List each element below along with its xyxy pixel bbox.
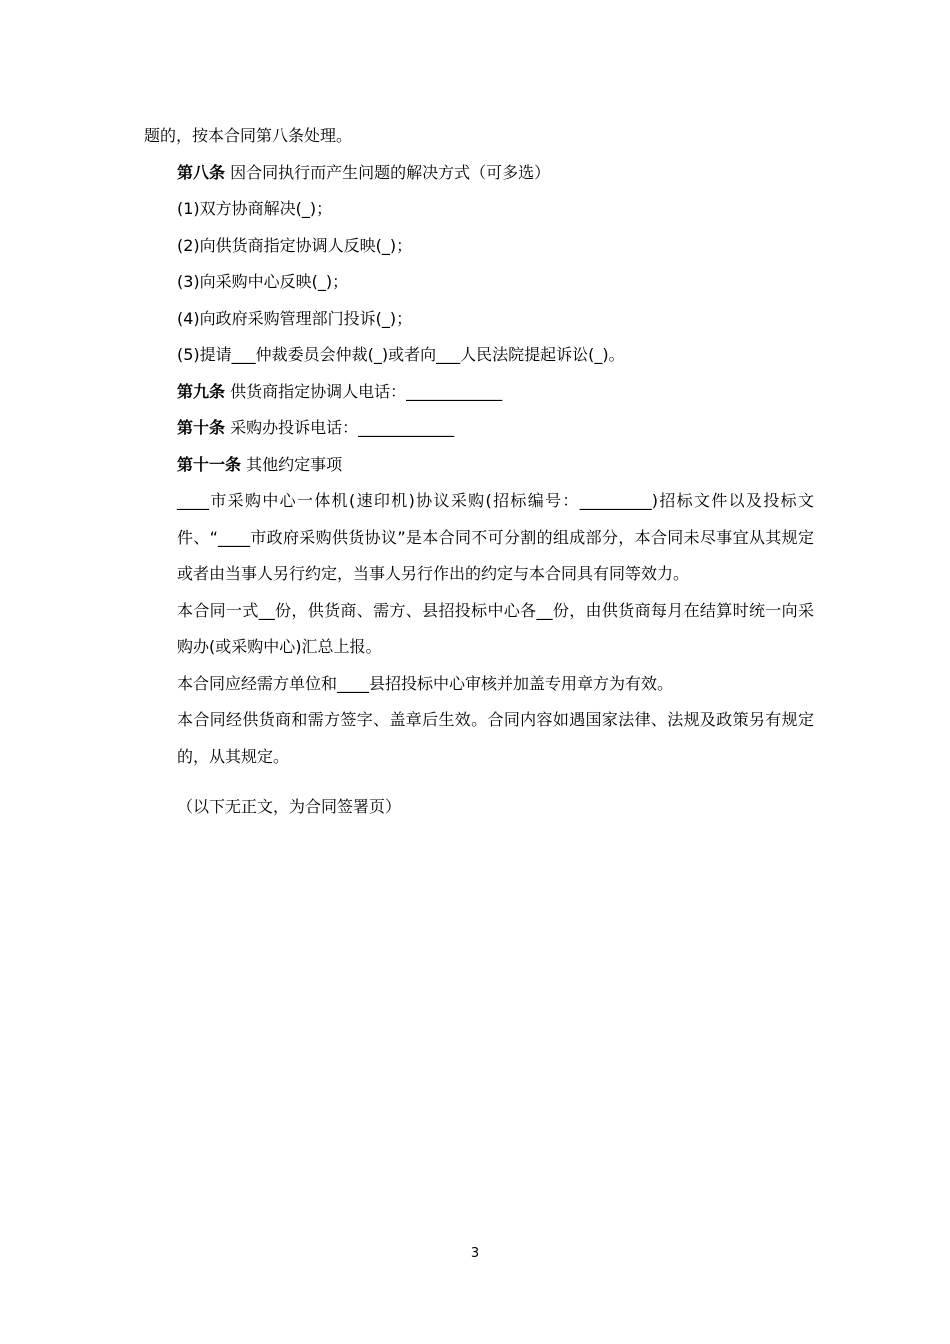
spacer bbox=[144, 775, 814, 789]
option-2: (2)向供货商指定协调人反映(_)； bbox=[177, 235, 413, 255]
article-8-title: 第八条 bbox=[177, 162, 226, 182]
paragraph-tender-documents: ____市采购中心一体机(速印机)协议采购(招标编号：_________)招标文件以及投标文件、“____市政府采购供货协议”是本合同不可分割的组成部分，本合同未尽事宜从其规定或者由当事人另行约定，当事人另行作出的约定与本合同具有同等效力。 bbox=[177, 491, 814, 583]
contract-text bbox=[144, 118, 814, 826]
article-11-title: 第十一条 bbox=[177, 454, 242, 474]
paragraph-continuation: 题的，按本合同第八条处理。 bbox=[144, 126, 353, 145]
option-4: (4)向政府采购管理部门投诉(_)； bbox=[177, 308, 413, 328]
article-11 bbox=[144, 447, 814, 484]
article-10-text: 采购办投诉电话：____________ bbox=[225, 418, 455, 437]
article-8-text: 因合同执行而产生问题的解决方式（可多选） bbox=[225, 162, 551, 182]
option-5: (5)提请___仲裁委员会仲裁(_)或者向___人民法院提起诉讼(_)。 bbox=[177, 345, 625, 364]
paragraph-validity: 本合同应经需方单位和____县招投标中心审核并加盖专用章方为有效。 bbox=[177, 673, 674, 693]
paragraph-copies: 本合同一式__份，供货商、需方、县招投标中心各__份，由供货商每月在结算时统一向采购办(或采购中心)汇总上报。 bbox=[177, 600, 814, 656]
article-9-title: 第九条 bbox=[177, 381, 226, 401]
article-10-title: 第十条 bbox=[177, 418, 226, 437]
paragraph-effective: 本合同经供货商和需方签字、盖章后生效。合同内容如遇国家法律、法规及政策另有规定的，从其规定。 bbox=[177, 710, 814, 766]
article-9 bbox=[144, 374, 814, 411]
option-3: (3)向采购中心反映(_)； bbox=[177, 272, 349, 291]
end-of-text-note: （以下无正文，为合同签署页） bbox=[177, 797, 402, 816]
option-1: (1)双方协商解决(_)； bbox=[177, 199, 333, 218]
article-9-text: 供货商指定协调人电话：____________ bbox=[225, 381, 503, 401]
page-number: 3 bbox=[470, 1246, 480, 1261]
article-10 bbox=[144, 410, 814, 447]
article-11-text: 其他约定事项 bbox=[241, 454, 343, 474]
article-8 bbox=[144, 155, 814, 192]
